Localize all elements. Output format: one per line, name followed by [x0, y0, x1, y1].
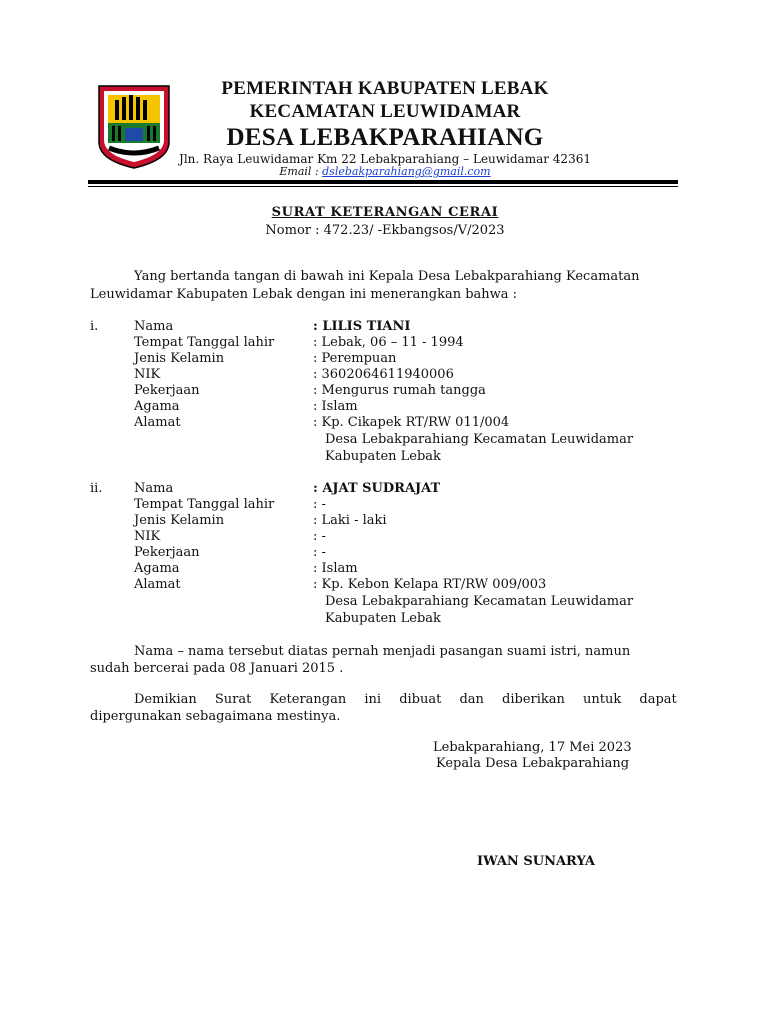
field-value: : Mengurus rumah tangga: [313, 383, 486, 398]
field-value: : Perempuan: [313, 351, 397, 366]
closing-line-1: Demikian Surat Keterangan ini dibuat dan diberikan untuk dapat: [134, 692, 677, 707]
email-label: Email :: [279, 165, 319, 178]
closing-line-2: dipergunakan sebagaimana mestinya.: [90, 709, 341, 724]
field-label: NIK: [134, 367, 161, 382]
field-value-name: : AJAT SUDRAJAT: [313, 481, 441, 496]
address-line: Kabupaten Lebak: [325, 449, 441, 464]
field-label: NIK: [134, 529, 161, 544]
field-label: Agama: [134, 561, 180, 576]
field-label: Jenis Kelamin: [134, 351, 225, 366]
place-date: Lebakparahiang, 17 Mei 2023: [433, 740, 632, 755]
field-value: : Islam: [313, 561, 358, 576]
field-label: Alamat: [134, 415, 181, 430]
field-label: Alamat: [134, 577, 181, 592]
field-value: : 3602064611940006: [313, 367, 454, 382]
field-label: Nama: [134, 319, 174, 334]
field-label: Jenis Kelamin: [134, 513, 225, 528]
field-value: : Islam: [313, 399, 358, 414]
person-1-number: i.: [90, 319, 99, 334]
header-divider-thin: [88, 186, 678, 187]
field-label: Agama: [134, 399, 180, 414]
address-line: Desa Lebakparahiang Kecamatan Leuwidamar: [325, 432, 634, 447]
intro-line-2: Leuwidamar Kabupaten Lebak dengan ini menerangkan bahwa :: [90, 287, 518, 302]
statement-line-2: sudah bercerai pada 08 Januari 2015 .: [90, 661, 344, 676]
field-label: Pekerjaan: [134, 383, 200, 398]
field-value: : -: [313, 529, 326, 544]
field-value: : Lebak, 06 – 11 - 1994: [313, 335, 464, 350]
field-label: Tempat Tanggal lahir: [134, 335, 275, 350]
header-district: KECAMATAN LEUWIDAMAR: [249, 101, 521, 122]
person-2-number: ii.: [90, 481, 103, 496]
signer-name: IWAN SUNARYA: [477, 854, 595, 869]
header-address: Jln. Raya Leuwidamar Km 22 Lebakparahiang – Leuwidamar 42361: [179, 152, 591, 166]
field-label: Pekerjaan: [134, 545, 200, 560]
field-value: : Laki - laki: [313, 513, 387, 528]
signer-title: Kepala Desa Lebakparahiang: [436, 756, 630, 771]
header-divider-thick: [88, 180, 678, 184]
field-value: : -: [313, 497, 326, 512]
field-label: Nama: [134, 481, 174, 496]
header-government: PEMERINTAH KABUPATEN LEBAK: [221, 78, 549, 99]
email-link[interactable]: dslebakparahiang@gmail.com: [322, 165, 491, 178]
letter-title: SURAT KETERANGAN CERAI: [271, 205, 499, 220]
address-line: Kabupaten Lebak: [325, 611, 441, 626]
intro-line-1: Yang bertanda tangan di bawah ini Kepala Desa Lebakparahiang Kecamatan: [134, 269, 640, 284]
field-value: : -: [313, 545, 326, 560]
header-email: [200, 165, 570, 178]
header-village: DESA LEBAKPARAHIANG: [226, 124, 544, 151]
field-value: : Kp. Cikapek RT/RW 011/004: [313, 415, 510, 430]
field-value: : Kp. Kebon Kelapa RT/RW 009/003: [313, 577, 547, 592]
field-label: Tempat Tanggal lahir: [134, 497, 275, 512]
letter-number: Nomor : 472.23/ -Ekbangsos/V/2023: [265, 223, 505, 238]
statement-line-1: Nama – nama tersebut diatas pernah menjadi pasangan suami istri, namun: [134, 644, 631, 659]
field-value-name: : LILIS TIANI: [313, 319, 411, 334]
address-line: Desa Lebakparahiang Kecamatan Leuwidamar: [325, 594, 634, 609]
